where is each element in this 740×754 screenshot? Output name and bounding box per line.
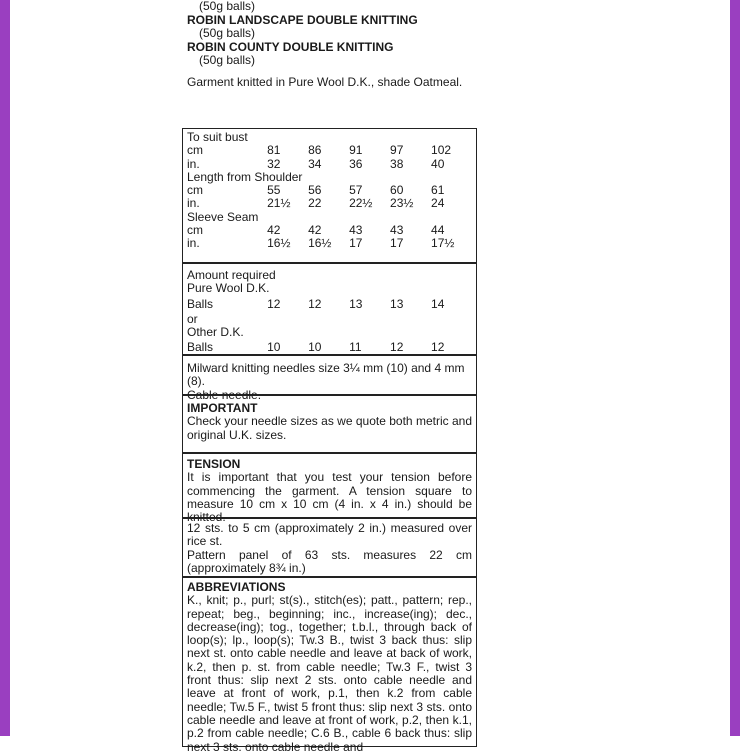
size-cell: 16½: [267, 236, 291, 251]
size-cell: 16½: [308, 236, 332, 251]
size-cell: 22: [308, 196, 322, 211]
size-cell: 102: [431, 143, 452, 158]
amount-table: [182, 263, 477, 355]
balls-note: (50g balls): [199, 26, 256, 40]
bust-label: To suit bust: [187, 130, 248, 144]
balls-cell: 14: [431, 296, 445, 311]
unit-label: cm: [187, 183, 203, 198]
size-cell: 40: [431, 156, 445, 171]
size-cell: 36: [349, 156, 363, 171]
balls-note: (50g balls): [199, 0, 256, 13]
size-cell: 43: [390, 223, 404, 238]
or-label: or: [187, 311, 198, 326]
size-cell: 56: [308, 183, 322, 198]
tension-text: It is important that you test your tension before commencing the garment. A tension square to measure 10 cm x 10 cm (4 in. x 4 in.) should be knitted.: [187, 470, 472, 525]
cable-needle-text: Cable needle.: [187, 387, 262, 402]
size-cell: 60: [390, 183, 404, 198]
panel-text: Pattern panel of 63 sts. measures 22 cm (approximately 8¾ in.): [187, 547, 472, 575]
balls-cell: 12: [431, 340, 445, 355]
length-label: Length from Shoulder: [187, 169, 303, 184]
wool-label: Pure Wool D.K.: [187, 281, 270, 296]
size-cell: 81: [267, 143, 281, 158]
important-box: [182, 395, 477, 453]
unit-label: in.: [187, 196, 200, 211]
size-cell: 61: [431, 183, 445, 198]
yarn-intro: [187, 0, 462, 89]
needles-text: Milward knitting needles size 3¼ mm (10) and 4 mm (8).: [187, 361, 465, 389]
unit-label: in.: [187, 156, 200, 171]
unit-label: cm: [187, 143, 203, 158]
size-cell: 42: [267, 223, 281, 238]
other-label: Other D.K.: [187, 325, 244, 340]
size-cell: 17: [349, 236, 363, 251]
size-cell: 55: [267, 183, 281, 198]
abbreviations-text: K., knit; p., purl; st(s)., stitch(es); patt., pattern; rep., repeat; beg., beginning; inc., increase(ing); dec., decrease(ing); tog., together; t.b.l., through back of loop(s); lp., loop(s); Tw.3 B., twist 3 back thus: slip next st. onto cable needle and leave at back of work, k.2, then p. st. from cable needle; Tw.3 F., twist 3 front thus: slip next 2 sts. onto cable needle and leave at front of work, p.1, then k.2 from cable needle; Tw.5 F., twist 5 front thus: slip next 3 sts. onto cable needle and leave at front of work, p.2, then k.1, p.2 from cable needle; C.6 B., cable 6 back thus: slip next 3 sts. onto cable needle and: [187, 593, 472, 754]
size-cell: 44: [431, 223, 445, 238]
size-cell: 23½: [390, 196, 414, 211]
balls-cell: 13: [390, 296, 404, 311]
balls-cell: 12: [267, 296, 281, 311]
size-cell: 97: [390, 143, 404, 158]
size-cell: 17: [390, 236, 404, 251]
left-border: [0, 0, 10, 736]
balls-cell: 10: [267, 340, 281, 355]
abbreviations-box: [182, 577, 477, 754]
balls-label: Balls: [187, 340, 214, 355]
important-title: IMPORTANT: [187, 401, 258, 415]
right-border: [730, 0, 740, 736]
tension-box: [182, 453, 477, 525]
amount-title: Amount required: [187, 268, 276, 282]
yarn-name: ROBIN LANDSCAPE DOUBLE KNITTING: [187, 12, 418, 27]
size-cell: 22½: [349, 196, 373, 211]
balls-cell: 13: [349, 296, 363, 311]
balls-note: (50g balls): [199, 53, 256, 67]
sizes-table: [182, 128, 477, 263]
needles-box: [182, 355, 477, 402]
size-cell: 38: [390, 156, 404, 171]
size-cell: 32: [267, 156, 281, 171]
stitches-box: [182, 518, 477, 577]
sleeve-label: Sleeve Seam: [187, 209, 259, 224]
size-cell: 91: [349, 143, 363, 158]
unit-label: in.: [187, 236, 200, 251]
size-cell: 21½: [267, 196, 291, 211]
size-cell: 34: [308, 156, 322, 171]
tension-title: TENSION: [187, 457, 241, 471]
size-cell: 42: [308, 223, 322, 238]
balls-label: Balls: [187, 296, 214, 311]
size-cell: 24: [431, 196, 445, 211]
size-cell: 17½: [431, 236, 455, 251]
balls-cell: 12: [390, 340, 404, 355]
size-cell: 57: [349, 183, 363, 198]
stitch-tension-text: 12 sts. to 5 cm (approximately 2 in.) measured over rice st.: [187, 521, 472, 549]
balls-cell: 11: [349, 340, 362, 355]
balls-cell: 12: [308, 296, 322, 311]
yarn-name: ROBIN COUNTY DOUBLE KNITTING: [187, 39, 394, 54]
garment-note: Garment knitted in Pure Wool D.K., shade Oatmeal.: [187, 74, 463, 89]
size-cell: 43: [349, 223, 363, 238]
unit-label: cm: [187, 223, 203, 238]
important-text: Check your needle sizes as we quote both metric and original U.K. sizes.: [187, 414, 472, 442]
size-cell: 86: [308, 143, 322, 158]
balls-cell: 10: [308, 340, 322, 355]
abbreviations-title: ABBREVIATIONS: [187, 580, 286, 594]
